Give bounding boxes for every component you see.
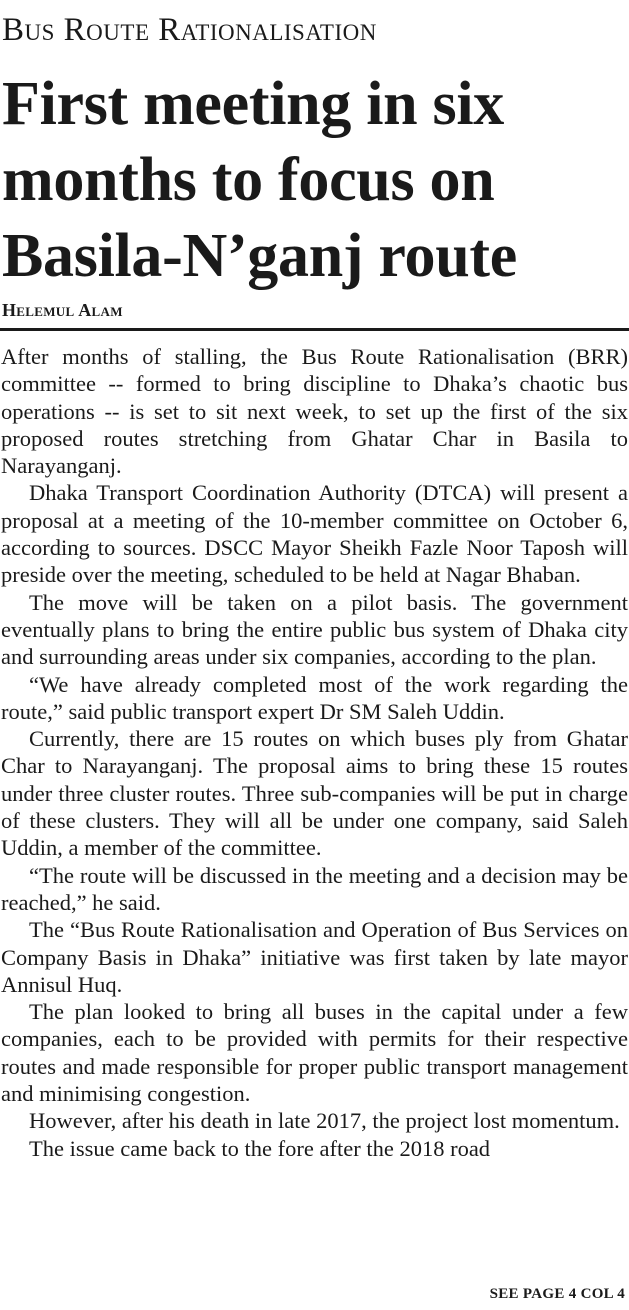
headline-line-2: months to focus on: [2, 146, 495, 214]
paragraph-5: Currently, there are 15 routes on which buses ply from Ghatar Char to Narayanganj. The proposal aims to bring these 15 routes under three cluster routes. Three sub-companies will be put in charge of these clusters. They will all be under one company, said Saleh Uddin, a member of the committee.: [1, 726, 628, 861]
headline: [2, 66, 629, 294]
continuation-note: SEE PAGE 4 COL 4: [489, 1286, 625, 1302]
section-kicker: Bus Route Rationalisation: [2, 12, 377, 48]
article-body: [1, 343, 628, 1162]
paragraph-1: After months of stalling, the Bus Route Rationalisation (BRR) committee -- formed to bring discipline to Dhaka’s chaotic bus operations -- is set to sit next week, to set up the first of the six proposed routes stretching from Ghatar Char in Basila to Narayanganj.: [1, 344, 628, 479]
byline: Helemul Alam: [2, 300, 123, 320]
paragraph-3: The move will be taken on a pilot basis. The government eventually plans to bring the entire public bus system of Dhaka city and surrounding areas under six companies, according to the plan.: [1, 589, 628, 670]
headline-line-3: Basila-N’ganj route: [2, 222, 517, 290]
paragraph-6: “The route will be discussed in the meeting and a decision may be reached,” he said.: [1, 862, 628, 915]
divider-rule: [0, 328, 629, 331]
paragraph-7: The “Bus Route Rationalisation and Operation of Bus Services on Company Basis in Dhaka” initiative was first taken by late mayor Annisul Huq.: [1, 917, 628, 997]
paragraph-9: However, after his death in late 2017, the project lost momentum.: [29, 1108, 620, 1134]
headline-line-1: First meeting in six: [2, 70, 504, 138]
paragraph-2: Dhaka Transport Coordination Authority (DTCA) will present a proposal at a meeting of the 10-member committee on October 6, according to sources. DSCC Mayor Sheikh Fazle Noor Taposh will preside over the meeting, scheduled to be held at Nagar Bhaban.: [1, 480, 628, 588]
paragraph-8: The plan looked to bring all buses in the capital under a few companies, each to be provided with permits for their respective routes and made responsible for proper public transport management and minimising congestion.: [1, 999, 628, 1107]
paragraph-4: “We have already completed most of the work regarding the route,” said public transport expert Dr SM Saleh Uddin.: [1, 671, 628, 724]
paragraph-10: The issue came back to the fore after the 2018 road: [29, 1135, 491, 1161]
